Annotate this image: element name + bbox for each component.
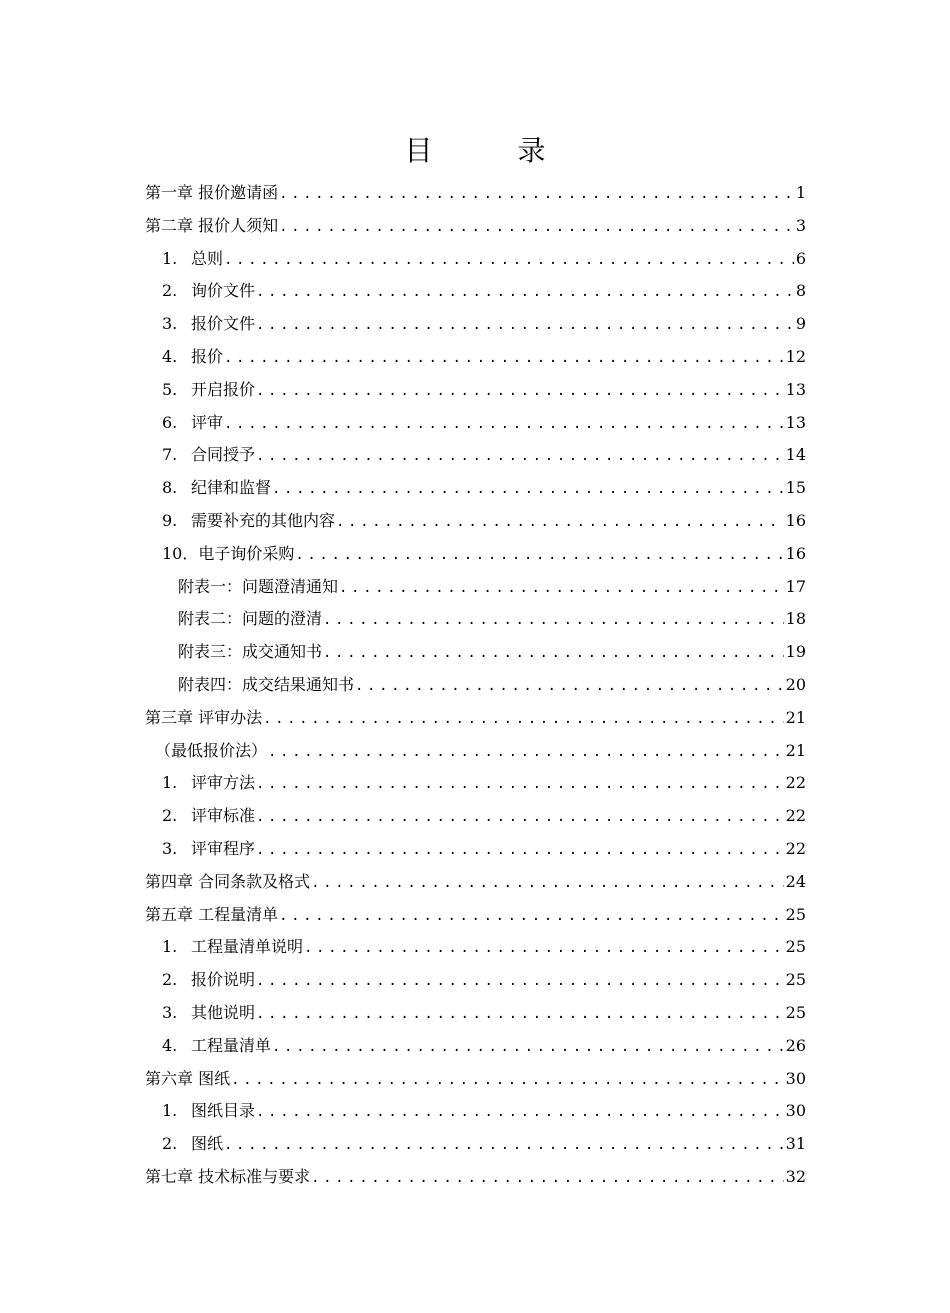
toc-entry-text: 报价 (191, 346, 224, 366)
toc-dot-leader (256, 1096, 784, 1129)
toc-page-number: 8 (795, 281, 806, 301)
toc-entry-number: 3. (162, 314, 178, 334)
toc-entry[interactable] (145, 767, 806, 800)
toc-dot-leader (272, 1031, 784, 1064)
toc-page-number: 19 (785, 642, 806, 662)
toc-entry-text: 工程量清单 (191, 1035, 272, 1055)
toc-page-number: 12 (785, 346, 806, 366)
toc-entry[interactable] (145, 997, 806, 1030)
toc-entry[interactable] (145, 735, 806, 768)
toc-entry-text: 纪律和监督 (191, 478, 272, 498)
toc-dot-leader (355, 670, 784, 703)
toc-entry-text: 附表二：问题的澄清 (178, 609, 323, 629)
toc-entry-text: 附表三：成交通知书 (178, 642, 323, 662)
toc-entry-number: 7. (162, 445, 178, 465)
toc-dot-leader (323, 604, 784, 637)
toc-entry-number: 2. (162, 970, 178, 990)
toc-page-number: 21 (785, 740, 806, 760)
toc-entry-number: 4. (162, 346, 178, 366)
toc-dot-leader (256, 309, 794, 342)
toc-dot-leader (224, 244, 794, 277)
toc-entry-number: 1. (162, 1101, 178, 1121)
toc-entry-text: 总则 (191, 248, 224, 268)
toc-entry-text: 其他说明 (191, 1002, 256, 1022)
toc-entry-text: 评审方法 (191, 773, 256, 793)
toc-entry-text: 合同授予 (191, 445, 256, 465)
toc-entry-text: 需要补充的其他内容 (191, 510, 336, 530)
toc-page-number: 21 (785, 707, 806, 727)
toc-dot-leader (272, 473, 784, 506)
toc-entry-text: 开启报价 (191, 379, 256, 399)
toc-entry[interactable] (145, 1063, 806, 1096)
toc-dot-leader (304, 932, 784, 965)
toc-page-number: 26 (785, 1035, 806, 1055)
toc-entry-number: 1. (162, 248, 178, 268)
toc-entry-text: 评审 (191, 412, 224, 432)
toc-dot-leader (224, 342, 784, 375)
toc-entry[interactable] (145, 1095, 806, 1128)
toc-page-number: 32 (785, 1166, 806, 1186)
toc-page-number: 3 (795, 215, 806, 235)
toc-entry[interactable] (145, 374, 806, 407)
toc-page-number: 16 (785, 543, 806, 563)
toc-dot-leader (256, 965, 784, 998)
toc-page-number: 25 (785, 1002, 806, 1022)
toc-page-number: 22 (785, 806, 806, 826)
toc-entry-number: 1. (162, 773, 178, 793)
toc-page-number: 13 (785, 412, 806, 432)
toc-page-number: 30 (785, 1068, 806, 1088)
toc-entry-text: 第二章 报价人须知 (145, 215, 279, 235)
toc-entry-text: 附表一：问题澄清通知 (178, 576, 339, 596)
toc-entry-text: （最低报价法） (155, 740, 268, 760)
toc-entry[interactable] (145, 931, 806, 964)
toc-page-number: 25 (785, 904, 806, 924)
toc-entry[interactable] (145, 833, 806, 866)
toc-entry[interactable] (145, 866, 806, 899)
toc-entry[interactable] (145, 964, 806, 997)
toc-dot-leader (279, 900, 784, 933)
toc-entry-text: 第五章 工程量清单 (145, 904, 279, 924)
toc-page-number: 30 (785, 1101, 806, 1121)
toc-entry[interactable] (145, 505, 806, 538)
toc-page-number: 25 (785, 970, 806, 990)
toc-page-number: 22 (785, 838, 806, 858)
toc-page-number: 6 (795, 248, 806, 268)
toc-entry-number: 3. (162, 838, 178, 858)
toc-entry-text: 图纸 (191, 1134, 224, 1154)
toc-entry-text: 附表四：成交结果通知书 (178, 674, 355, 694)
toc-entry-text: 图纸目录 (191, 1101, 256, 1121)
toc-entry[interactable] (145, 210, 806, 243)
toc-page-number: 25 (785, 937, 806, 957)
toc-page-number: 22 (785, 773, 806, 793)
toc-page-number: 17 (785, 576, 806, 596)
toc-entry[interactable] (145, 177, 806, 210)
toc-entry-number: 2. (162, 806, 178, 826)
toc-dot-leader (256, 998, 784, 1031)
toc-dot-leader (256, 834, 784, 867)
toc-entry[interactable] (145, 1128, 806, 1161)
toc-entry-number: 1. (162, 937, 178, 957)
toc-entry-text: 工程量清单说明 (191, 937, 304, 957)
toc-dot-leader (323, 637, 784, 670)
toc-entry-text: 第六章 图纸 (145, 1068, 231, 1088)
toc-entry[interactable] (145, 275, 806, 308)
toc-entry-text: 评审程序 (191, 838, 256, 858)
toc-entry-text: 报价文件 (191, 314, 256, 334)
toc-dot-leader (295, 539, 783, 572)
toc-dot-leader (336, 506, 784, 539)
toc-entry-number: 3. (162, 1002, 178, 1022)
toc-entry-text: 10．电子询价采购 (162, 543, 295, 563)
toc-dot-leader (224, 1129, 784, 1162)
toc-entry-text: 询价文件 (191, 281, 256, 301)
toc-dot-leader (224, 408, 784, 441)
toc-page-number: 31 (785, 1134, 806, 1154)
toc-dot-leader (311, 867, 784, 900)
toc-page-number: 13 (785, 379, 806, 399)
toc-entry[interactable] (145, 308, 806, 341)
toc-entry[interactable] (145, 341, 806, 374)
toc-entry-number: 4. (162, 1035, 178, 1055)
toc-entry-text: 第四章 合同条款及格式 (145, 871, 311, 891)
toc-entry-text: 第一章 报价邀请函 (145, 183, 279, 202)
toc-entry-number: 2. (162, 281, 178, 301)
toc-entry[interactable] (145, 603, 806, 636)
toc-entry-number: 8. (162, 478, 178, 498)
toc-dot-leader (263, 703, 784, 736)
toc-entry[interactable] (145, 243, 806, 276)
toc-entry-text: 第三章 评审办法 (145, 707, 263, 727)
toc-dot-leader (256, 768, 784, 801)
toc-dot-leader (256, 276, 794, 309)
toc-page-number: 9 (795, 314, 806, 334)
toc-page-number: 1 (795, 183, 806, 202)
toc-page-number: 15 (785, 478, 806, 498)
toc-entry-number: 9. (162, 510, 178, 530)
toc-entry[interactable] (145, 669, 806, 702)
toc-entry[interactable] (145, 439, 806, 472)
toc-entry[interactable] (145, 702, 806, 735)
toc-dot-leader (311, 1162, 784, 1195)
toc-page-number: 24 (785, 871, 806, 891)
toc-dot-leader (279, 211, 794, 244)
toc-dot-leader (256, 801, 784, 834)
toc-page-number: 20 (785, 674, 806, 694)
toc-entry[interactable] (145, 538, 806, 571)
toc-title: 目 录 (404, 133, 584, 167)
toc-page-number: 14 (785, 445, 806, 465)
toc-entry-number: 2. (162, 1134, 178, 1154)
toc-dot-leader (256, 375, 784, 408)
toc-list (145, 177, 806, 1194)
toc-entry-text: 评审标准 (191, 806, 256, 826)
toc-dot-leader (256, 440, 784, 473)
toc-entry[interactable] (145, 800, 806, 833)
toc-entry-number: 5. (162, 379, 178, 399)
toc-dot-leader (231, 1064, 784, 1097)
toc-page-number: 16 (785, 510, 806, 530)
toc-entry-number: 6. (162, 412, 178, 432)
toc-page-number: 18 (785, 609, 806, 629)
toc-entry[interactable] (145, 1030, 806, 1063)
toc-entry[interactable] (145, 571, 806, 604)
toc-entry[interactable] (145, 407, 806, 440)
toc-entry-text: 第七章 技术标准与要求 (145, 1166, 311, 1186)
toc-dot-leader (279, 178, 794, 211)
toc-dot-leader (339, 572, 784, 605)
toc-dot-leader (268, 736, 784, 769)
toc-entry[interactable] (145, 899, 806, 932)
toc-entry-text: 报价说明 (191, 970, 256, 990)
toc-entry[interactable] (145, 472, 806, 505)
toc-entry[interactable] (145, 1161, 806, 1194)
toc-entry[interactable] (145, 636, 806, 669)
